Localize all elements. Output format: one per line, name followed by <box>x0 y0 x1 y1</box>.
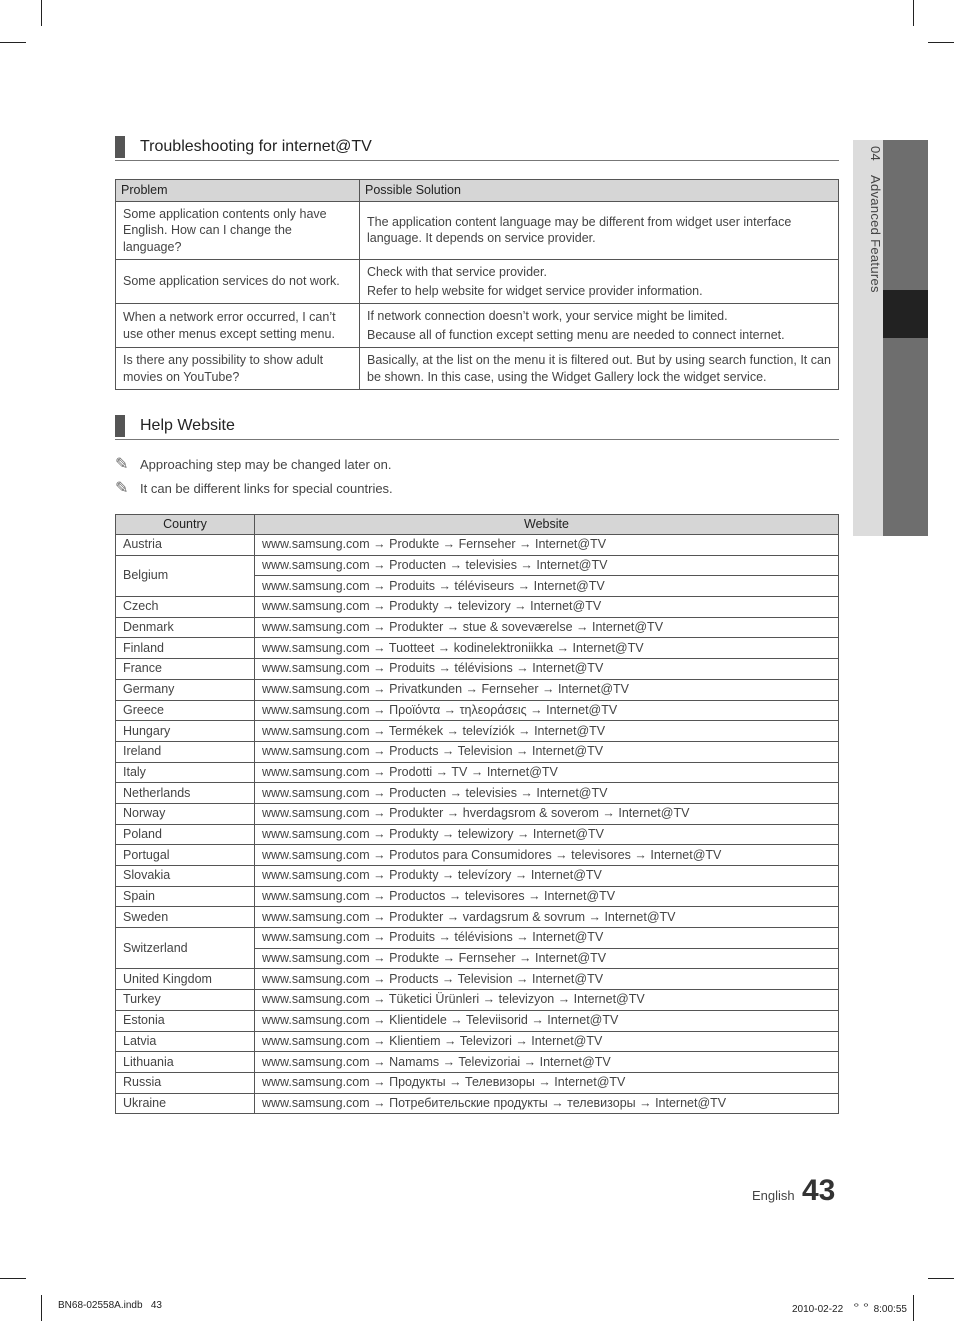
website-cell: www.samsung.com → Producten → televisies → Internet@TV <box>255 555 839 576</box>
table-row <box>116 762 839 783</box>
solution-line: Refer to help website for widget service provider information. <box>367 283 703 298</box>
table-row <box>116 886 839 907</box>
website-cell: www.samsung.com → Termékek → televíziók → Internet@TV <box>255 721 839 742</box>
table-row <box>116 1052 839 1073</box>
table-row <box>116 721 839 742</box>
country-cell: Sweden <box>116 907 255 928</box>
solution-line: Basically, at the list on the menu it is filtered out. But by using search function, It can be shown. In this case, using the Widget Gallery lock the widget service. <box>367 353 831 384</box>
website-cell: www.samsung.com → Producten → televisies → Internet@TV <box>255 783 839 804</box>
website-cell: www.samsung.com → Prodotti → TV → Internet@TV <box>255 762 839 783</box>
solution-cell <box>360 304 839 348</box>
header-solution: Possible Solution <box>360 180 839 202</box>
header-problem: Problem <box>116 180 360 202</box>
website-cell: www.samsung.com → Produkter → vardagsrum & sovrum → Internet@TV <box>255 907 839 928</box>
country-cell: Estonia <box>116 1010 255 1031</box>
table-row <box>116 1031 839 1052</box>
country-cell: Denmark <box>116 617 255 638</box>
website-cell: www.samsung.com → Продукты → Телевизоры → Internet@TV <box>255 1072 839 1093</box>
solution-line: Check with that service provider. <box>367 265 547 279</box>
website-cell: www.samsung.com → Produkty → televízory → Internet@TV <box>255 866 839 887</box>
table-row <box>116 597 839 618</box>
country-cell: Austria <box>116 535 255 556</box>
country-cell: Finland <box>116 638 255 659</box>
country-cell: Slovakia <box>116 866 255 887</box>
crop-mark <box>41 0 42 26</box>
table-row <box>116 700 839 721</box>
country-cell: Italy <box>116 762 255 783</box>
table-row <box>116 555 839 576</box>
country-cell: Spain <box>116 886 255 907</box>
pencil-note-icon: ✎ <box>115 456 129 473</box>
country-cell: Portugal <box>116 845 255 866</box>
help-website-title: Help Website <box>140 417 235 434</box>
chapter-marker <box>883 290 928 338</box>
table-row <box>116 304 839 348</box>
table-row <box>116 907 839 928</box>
header-country: Country <box>116 515 255 535</box>
website-cell: www.samsung.com → Produtos para Consumidores → televisores → Internet@TV <box>255 845 839 866</box>
table-row <box>116 741 839 762</box>
country-cell: Netherlands <box>116 783 255 804</box>
country-cell: Greece <box>116 700 255 721</box>
footer-language: English <box>752 1188 795 1203</box>
country-cell: Ukraine <box>116 1093 255 1114</box>
website-cell: www.samsung.com → Tuotteet → kodinelektroniikka → Internet@TV <box>255 638 839 659</box>
table-row <box>116 638 839 659</box>
help-website-section <box>115 415 839 440</box>
print-date-info: 2010-02-22 ᄋᄋ 8:00:55 <box>792 1304 907 1315</box>
website-cell: www.samsung.com → Tüketici Ürünleri → televizyon → Internet@TV <box>255 990 839 1011</box>
solution-cell <box>360 348 839 390</box>
crop-mark <box>928 1278 954 1279</box>
table-row <box>116 1093 839 1114</box>
solution-line: Because all of function except setting menu are needed to connect internet. <box>367 327 785 342</box>
table-row <box>116 824 839 845</box>
country-cell: Hungary <box>116 721 255 742</box>
website-table-wrap <box>115 514 839 1114</box>
page-number: 43 <box>802 1174 836 1207</box>
website-cell: www.samsung.com → Klientidele → Televiisorid → Internet@TV <box>255 1010 839 1031</box>
table-row <box>116 803 839 824</box>
website-cell: www.samsung.com → Produkty → telewizory → Internet@TV <box>255 824 839 845</box>
country-cell: Germany <box>116 679 255 700</box>
note-item: ✎ Approaching step may be changed later on. <box>115 456 392 473</box>
problem-cell: Is there any possibility to show adult movies on YouTube? <box>116 348 360 390</box>
table-row <box>116 866 839 887</box>
problem-cell: When a network error occurred, I can’t use other menus except setting menu. <box>116 304 360 348</box>
table-row <box>116 201 839 260</box>
crop-mark <box>41 1295 42 1321</box>
notes <box>115 452 393 500</box>
table-row <box>116 1072 839 1093</box>
country-cell: Belgium <box>116 555 255 596</box>
crop-mark <box>928 42 954 43</box>
table-row <box>116 845 839 866</box>
crop-mark <box>0 42 26 43</box>
table-row <box>116 617 839 638</box>
crop-mark <box>0 1278 26 1279</box>
print-file-info: BN68-02558A.indb 43 <box>58 1300 162 1311</box>
website-cell: www.samsung.com → Namams → Televizoriai → Internet@TV <box>255 1052 839 1073</box>
website-cell: www.samsung.com → Потребительские продукты → телевизоры → Internet@TV <box>255 1093 839 1114</box>
website-cell: www.samsung.com → Products → Television → Internet@TV <box>255 741 839 762</box>
note-item: ✎ It can be different links for special countries. <box>115 480 393 497</box>
table-row <box>116 969 839 990</box>
website-cell: www.samsung.com → Privatkunden → Fernseher → Internet@TV <box>255 679 839 700</box>
chapter-title: Advanced Features <box>868 174 883 293</box>
country-cell: Turkey <box>116 990 255 1011</box>
solution-line: The application content language may be different from widget user interface language. It depends on service provider. <box>367 214 792 246</box>
table-row <box>116 535 839 556</box>
table-row <box>116 1010 839 1031</box>
country-cell: Norway <box>116 803 255 824</box>
section-heading <box>115 415 839 440</box>
chapter-number: 04 <box>868 146 883 162</box>
troubleshooting-table <box>115 179 839 390</box>
crop-mark <box>913 0 914 26</box>
website-table <box>115 514 839 1114</box>
country-cell: Latvia <box>116 1031 255 1052</box>
table-row <box>116 659 839 680</box>
website-cell: www.samsung.com → Products → Television → Internet@TV <box>255 969 839 990</box>
solution-line: If network connection doesn’t work, your service might be limited. <box>367 309 728 323</box>
chapter-side-tab <box>853 140 928 536</box>
table-row <box>116 679 839 700</box>
website-cell: www.samsung.com → Produkter → hverdagsrom & soverom → Internet@TV <box>255 803 839 824</box>
header-website: Website <box>255 515 839 535</box>
website-cell: www.samsung.com → Produkte → Fernseher → Internet@TV <box>255 535 839 556</box>
section-heading <box>115 136 839 161</box>
country-cell: United Kingdom <box>116 969 255 990</box>
problem-cell: Some application services do not work. <box>116 260 360 304</box>
country-cell: Russia <box>116 1072 255 1093</box>
table-row <box>116 348 839 390</box>
country-cell: Poland <box>116 824 255 845</box>
website-cell: www.samsung.com → Produkter → stue & soveværelse → Internet@TV <box>255 617 839 638</box>
website-cell: www.samsung.com → Produits → télévisions → Internet@TV <box>255 928 839 949</box>
country-cell: Czech <box>116 597 255 618</box>
country-cell: Lithuania <box>116 1052 255 1073</box>
troubleshooting-section <box>115 136 839 390</box>
website-cell: www.samsung.com → Klientiem → Televizori → Internet@TV <box>255 1031 839 1052</box>
website-cell: www.samsung.com → Produkte → Fernseher → Internet@TV <box>255 948 839 969</box>
country-cell: Ireland <box>116 741 255 762</box>
website-cell: www.samsung.com → Produkty → televizory → Internet@TV <box>255 597 839 618</box>
country-cell: Switzerland <box>116 928 255 969</box>
table-row <box>116 928 839 949</box>
website-cell: www.samsung.com → Produits → téléviseurs → Internet@TV <box>255 576 839 597</box>
solution-cell <box>360 201 839 260</box>
website-cell: www.samsung.com → Produits → télévisions → Internet@TV <box>255 659 839 680</box>
pencil-note-icon: ✎ <box>115 480 129 497</box>
table-row <box>116 990 839 1011</box>
troubleshooting-title: Troubleshooting for internet@TV <box>140 138 372 155</box>
country-cell: France <box>116 659 255 680</box>
table-row <box>116 260 839 304</box>
problem-cell: Some application contents only have English. How can I change the language? <box>116 201 360 260</box>
table-row <box>116 783 839 804</box>
website-cell: www.samsung.com → Productos → televisores → Internet@TV <box>255 886 839 907</box>
website-cell: www.samsung.com → Προϊόντα → τηλεοράσεις → Internet@TV <box>255 700 839 721</box>
crop-mark <box>913 1295 914 1321</box>
solution-cell <box>360 260 839 304</box>
